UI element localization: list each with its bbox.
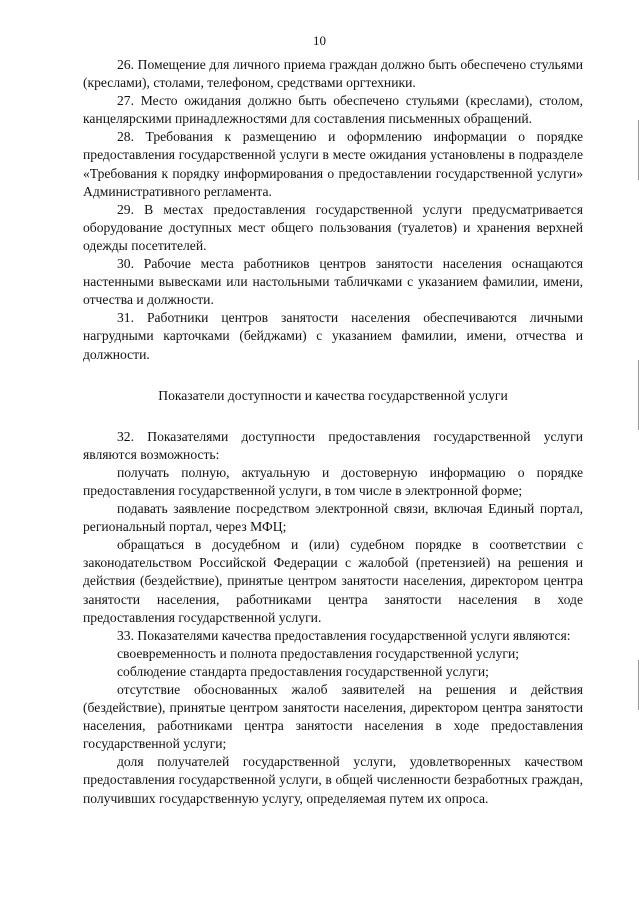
paragraph-29: 29. В местах предоставления государственной услуги предусматривается оборудование доступных мест общего пользования (туалетов) и хранения верхней одежды посетителей. xyxy=(83,201,583,253)
paragraph-33: 33. Показателями качества предоставления государственной услуги являются: xyxy=(117,627,571,643)
paragraph-31: 31. Работники центров занятости населения обеспечиваются личными нагрудными карточками (бейджами) с указанием фамилии, имени, отчества и должности. xyxy=(83,310,583,362)
paragraph-27: 27. Место ожидания должно быть обеспечено стульями (креслами), столом, канцелярскими принадлежностями для составления письменных обращений. xyxy=(83,93,583,127)
paragraph-28: 28. Требования к размещению и оформлению информации о порядке предоставления государственной услуги в месте ожидания установлены в подразделе «Требования к порядку информирования о предоставлении государственной услуги» Административного регламента. xyxy=(83,129,583,199)
list-item-no-complaints: отсутствие обоснованных жалоб заявителей на решения и действия (бездействие), принятые центром занятости населения, директором центра занятости населения, работниками центра занятости населения в ходе предоставления государственной услуги; xyxy=(83,682,583,752)
page-number: 10 xyxy=(313,33,326,48)
paragraph-26: 26. Помещение для личного приема граждан должно быть обеспечено стульями (креслами), столами, телефоном, средствами оргтехники. xyxy=(83,57,583,91)
list-item-access-info: получать полную, актуальную и достоверную информацию о порядке предоставления государственной услуги, в том числе в электронной форме; xyxy=(83,464,583,498)
list-item-submit-application: подавать заявление посредством электронной связи, включая Единый портал, региональный портал, через МФЦ; xyxy=(83,501,583,535)
list-item-timeliness: своевременность и полнота предоставления государственной услуги; xyxy=(117,645,520,661)
paragraph-32: 32. Показателями доступности предоставления государственной услуги являются возможность: xyxy=(83,428,583,462)
list-item-standard-compliance: соблюдение стандарта предоставления государственной услуги; xyxy=(117,663,489,679)
paragraph-30: 30. Рабочие места работников центров занятости населения оснащаются настенными вывесками или настольными табличками с указанием фамилии, имени, отчества и должности. xyxy=(83,256,583,308)
document-body xyxy=(83,56,583,808)
list-item-appeal: обращаться в досудебном и (или) судебном порядке в соответствии с законодательством Российской Федерации с жалобой (претензией) на решения и действия (бездействие), принятые центром занятости населения, директором центра занятости населения, работниками центра занятости населения в ходе предоставления государственной услуги. xyxy=(83,537,583,625)
list-item-satisfaction-share: доля получателей государственной услуги, удовлетворенных качеством предоставления государственной услуги, в общей численности безработных граждан, получивших государственную услугу, определяемая путем их опроса. xyxy=(83,754,583,806)
section-heading: Показатели доступности и качества государственной услуги xyxy=(158,387,508,403)
